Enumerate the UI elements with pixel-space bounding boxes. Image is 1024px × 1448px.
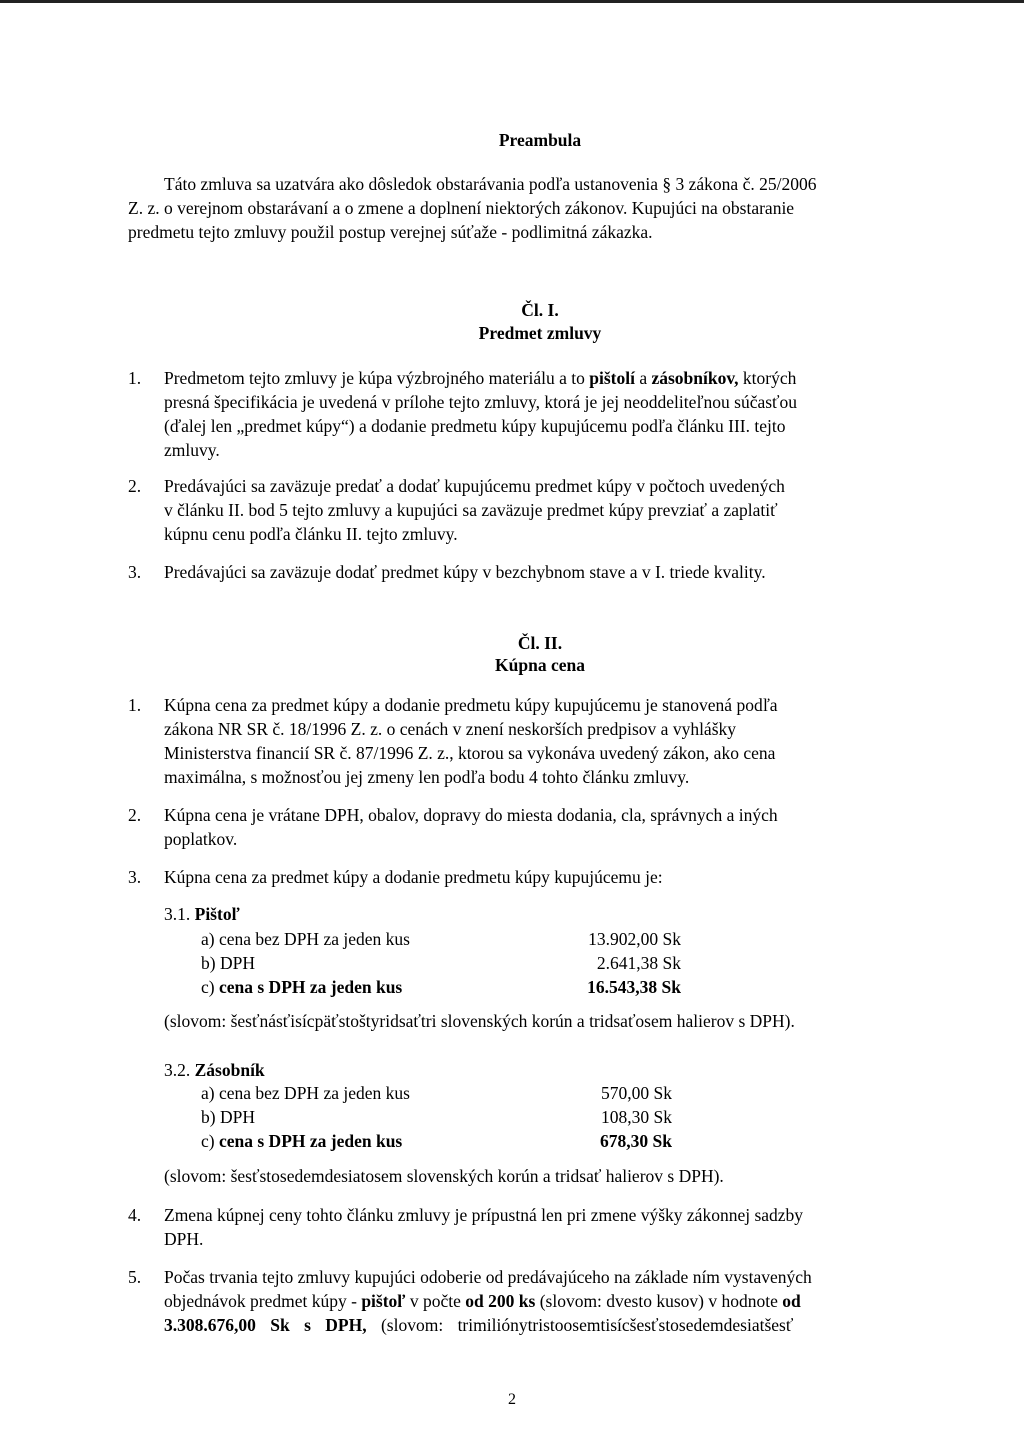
p5-text-c: v počte — [405, 1291, 466, 1311]
art1-p1-line-2: presná špecifikácia je uvedená v prílohe tejto zmluvy, ktorá je jej neoddeliteľnou súčasťou — [164, 392, 798, 412]
row-label — [201, 1129, 402, 1153]
art1-p3-number: 3. — [128, 562, 142, 582]
row-label-bold: cena s DPH za jeden kus — [218, 1131, 403, 1151]
row-label — [201, 975, 402, 999]
art1-p1-pistoli: pištolí — [589, 368, 635, 388]
art1-p1-line-4: zmluvy. — [164, 440, 220, 460]
art2-p2-number: 2. — [128, 805, 142, 825]
row-value: 16.543,38 Sk — [587, 977, 681, 997]
article-1-title: Predmet zmluvy — [478, 323, 602, 343]
row-label-bold: cena s DPH za jeden kus — [218, 977, 403, 997]
art2-p2-line-2: poplatkov. — [164, 829, 238, 849]
art1-p1-text-e: ktorých — [738, 368, 797, 388]
art2-p5-line-2 — [164, 1289, 936, 1313]
preamble-line-3: predmetu tejto zmluvy použil postup verejnej súťaže - podlimitná zákazka. — [128, 222, 653, 242]
row-value: 108,30 Sk — [601, 1107, 672, 1127]
art2-p5-number: 5. — [128, 1267, 142, 1287]
art2-p1-line-4: maximálna, s možnosťou jej zmeny len podľa bodu 4 tohto článku zmluvy. — [164, 767, 690, 787]
art1-p1-number: 1. — [128, 368, 142, 388]
p5-quantity: od 200 ks — [465, 1291, 536, 1311]
art1-p3-line-1: Predávajúci sa zaväzuje dodať predmet kúpy v bezchybnom stave a v I. triede kvality. — [164, 562, 766, 582]
item-3-2-title: Zásobník — [194, 1060, 265, 1080]
article-1-number: Čl. I. — [521, 300, 559, 320]
art2-p3-number: 3. — [128, 867, 142, 887]
row-label: b) DPH — [201, 953, 255, 973]
art2-p4-number: 4. — [128, 1205, 142, 1225]
art2-p4-line-1: Zmena kúpnej ceny tohto článku zmluvy je prípustná len pri zmene výšky zákonnej sadzby — [164, 1205, 804, 1225]
item-3-1-title: Pištoľ — [194, 904, 240, 924]
art2-p2-line-1: Kúpna cena je vrátane DPH, obalov, dopravy do miesta dodania, cla, správnych a iných — [164, 805, 778, 825]
p5-text-e: (slovom: dvesto kusov) v hodnote — [535, 1291, 783, 1311]
p5-amount-words: (slovom: trimiliónytristoosemtisícšesťstosedemdesiatšesť — [366, 1315, 794, 1335]
item-3-2-words: (slovom: šesťstosedemdesiatosem slovenských korún a tridsať halierov s DPH). — [164, 1166, 724, 1186]
article-2-title: Kúpna cena — [495, 655, 585, 675]
art2-p5-line-3 — [164, 1313, 936, 1337]
row-value: 13.902,00 Sk — [588, 929, 681, 949]
item-3-1-words: (slovom: šesťnásťisícpäťstoštyridsaťtri slovenských korún a tridsaťosem halierov s DPH). — [164, 1011, 795, 1031]
item-3-1-number: 3.1. — [164, 904, 191, 924]
item-3-2-heading — [164, 1058, 265, 1082]
item-3-1-row-c — [201, 975, 681, 999]
art1-p2-number: 2. — [128, 476, 142, 496]
preamble-line-2: Z. z. o verejnom obstarávaní a o zmene a doplnení niektorých zákonov. Kupujúci na obstaranie — [128, 198, 795, 218]
art1-p1-line-3: (ďalej len „predmet kúpy“) a dodanie predmetu kúpy kupujúcemu podľa článku III. tejto — [164, 416, 786, 436]
page-number: 2 — [508, 1391, 516, 1408]
item-3-2-row-a — [201, 1081, 672, 1105]
art1-p1-text-a: Predmetom tejto zmluvy je kúpa výzbrojného materiálu a to — [164, 368, 590, 388]
art2-p1-number: 1. — [128, 695, 142, 715]
row-label: a) cena bez DPH za jeden kus — [201, 1083, 410, 1103]
row-value: 678,30 Sk — [600, 1131, 672, 1151]
art2-p4-line-2: DPH. — [164, 1229, 204, 1249]
row-value: 570,00 Sk — [601, 1083, 672, 1103]
p5-text-a: objednávok predmet kúpy - — [164, 1291, 362, 1311]
item-3-1-row-b — [201, 951, 681, 975]
art1-p1-zasobnikov: zásobníkov, — [651, 368, 739, 388]
preamble-heading: Preambula — [498, 130, 582, 150]
art2-p1-line-1: Kúpna cena za predmet kúpy a dodanie predmetu kúpy kupujúcemu je stanovená podľa — [164, 695, 778, 715]
art2-p1-line-3: Ministerstva financií SR č. 87/1996 Z. z., ktorou sa vykonáva uvedený zákon, ako cena — [164, 743, 776, 763]
item-3-1-heading — [164, 902, 240, 926]
row-label-prefix: c) — [201, 977, 219, 997]
art2-p5-line-1: Počas trvania tejto zmluvy kupujúci odoberie od predávajúceho na základe ním vystavených — [164, 1267, 812, 1287]
item-3-2-row-b — [201, 1105, 672, 1129]
art1-p1-text-c: a — [634, 368, 652, 388]
item-3-1-row-a — [201, 927, 681, 951]
p5-amount: 3.308.676,00 Sk s DPH, — [164, 1315, 367, 1335]
art2-p1-line-2: zákona NR SR č. 18/1996 Z. z. o cenách v znení neskorších predpisov a vyhlášky — [164, 719, 737, 739]
art1-p2-line-3: kúpnu cenu podľa článku II. tejto zmluvy. — [164, 524, 458, 544]
art1-p1-line-1 — [164, 366, 936, 390]
art1-p2-line-2: v článku II. bod 5 tejto zmluvy a kupujúci sa zaväzuje predmet kúpy prevziať a zaplatiť — [164, 500, 778, 520]
art2-p3-line-1: Kúpna cena za predmet kúpy a dodanie predmetu kúpy kupujúcemu je: — [164, 867, 663, 887]
row-label: a) cena bez DPH za jeden kus — [201, 929, 410, 949]
p5-pistol: pištoľ — [361, 1291, 406, 1311]
row-label-prefix: c) — [201, 1131, 219, 1151]
article-2-number: Čl. II. — [517, 633, 563, 653]
item-3-2-row-c — [201, 1129, 672, 1153]
row-label: b) DPH — [201, 1107, 255, 1127]
preamble-line-1: Táto zmluva sa uzatvára ako dôsledok obstarávania podľa ustanovenia § 3 zákona č. 25/2006 — [164, 174, 817, 194]
art1-p2-line-1: Predávajúci sa zaväzuje predať a dodať kupujúcemu predmet kúpy v počtoch uvedených — [164, 476, 785, 496]
row-value: 2.641,38 Sk — [596, 953, 681, 973]
item-3-2-number: 3.2. — [164, 1060, 191, 1080]
p5-text-f: od — [782, 1291, 801, 1311]
